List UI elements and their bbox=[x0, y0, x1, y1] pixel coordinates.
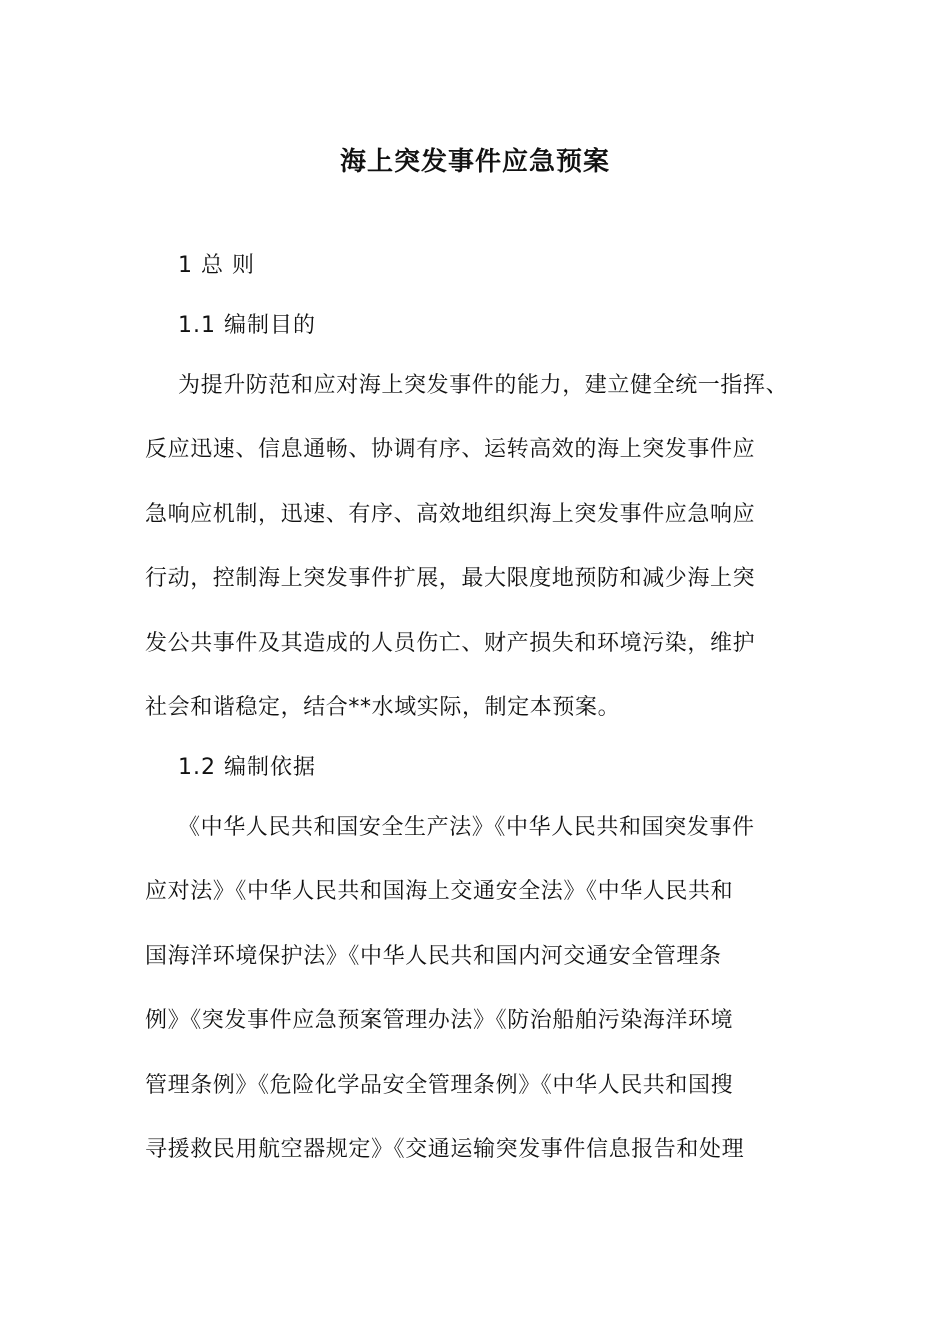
paragraph-line: 寻援救民用航空器规定》《交通运输突发事件信息报告和处理 bbox=[145, 1137, 745, 1162]
document-title: 海上突发事件应急预案 bbox=[339, 147, 610, 177]
paragraph-line: 例》《突发事件应急预案管理办法》《防治船舶污染海洋环境 bbox=[145, 1008, 734, 1033]
paragraph-line: 应对法》《中华人民共和国海上交通安全法》《中华人民共和 bbox=[145, 879, 734, 904]
paragraph-line: 管理条例》《危险化学品安全管理条例》《中华人民共和国搜 bbox=[145, 1073, 734, 1098]
section-heading-general: 1 总 则 bbox=[178, 253, 255, 278]
subsection-heading-basis: 1.2 编制依据 bbox=[178, 755, 316, 780]
paragraph-line: 急响应机制，迅速、有序、高效地组织海上突发事件应急响应 bbox=[145, 502, 756, 527]
paragraph-line: 《中华人民共和国安全生产法》《中华人民共和国突发事件 bbox=[178, 815, 755, 840]
paragraph-line: 行动，控制海上突发事件扩展，最大限度地预防和减少海上突 bbox=[145, 566, 756, 591]
paragraph-line: 社会和谐稳定，结合**水域实际，制定本预案。 bbox=[145, 695, 621, 720]
subsection-heading-purpose: 1.1 编制目的 bbox=[178, 313, 316, 338]
paragraph-line: 为提升防范和应对海上突发事件的能力，建立健全统一指挥、 bbox=[178, 373, 789, 398]
paragraph-line: 国海洋环境保护法》《中华人民共和国内河交通安全管理条 bbox=[145, 944, 722, 969]
paragraph-line: 反应迅速、信息通畅、协调有序、运转高效的海上突发事件应 bbox=[145, 437, 756, 462]
paragraph-line: 发公共事件及其造成的人员伤亡、财产损失和环境污染，维护 bbox=[145, 631, 756, 656]
